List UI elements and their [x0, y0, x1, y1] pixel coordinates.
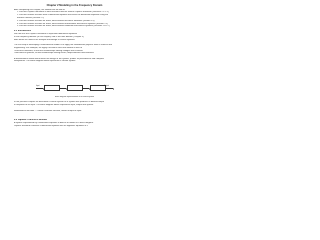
input-arrow	[36, 85, 43, 89]
body-bullet: • Electrical networks, to find the relationships among voltages and currents.	[14, 49, 84, 52]
body-line: subsystems. The block diagram below represents a control system.	[14, 60, 76, 63]
intro-line: transfer function (Section 2.3)	[17, 16, 45, 19]
body-line: A mathematical model would allow the design of the system, predict its performance and compare	[14, 57, 104, 60]
plant-block: Plant	[67, 85, 83, 91]
body-line: The first step in developing a mathematical model is to apply the fundamental physical laws of science and	[14, 44, 112, 46]
body-line: Mathematical function — called a transfer function, relates output to input.	[14, 110, 82, 112]
output-label: Output	[104, 85, 109, 87]
section-heading: 2.1 Introduction	[14, 30, 32, 32]
body-line: in response to an input. The block diagram above represents input, output and system.	[14, 103, 94, 106]
sensor-block: Sensor	[90, 85, 106, 91]
page-title: Chapter 2 Modeling in the Frequency Domain	[46, 3, 103, 7]
body-line: Both forms are used in the analysis and design of control systems.	[14, 39, 76, 41]
plant-arrow	[83, 88, 89, 89]
section-heading: 2.2 Laplace Transform Review	[14, 118, 47, 121]
controller-block: Controller	[44, 85, 60, 91]
body-line: engineering. For example, we apply Kirchhoff's laws and Newton's laws to	[14, 46, 82, 49]
controller-arrow	[60, 88, 66, 89]
body-line: We now use the Laplace transform to represent differential equations	[14, 33, 78, 36]
document-page	[0, 0, 149, 198]
body-bullet: • Mechanical systems, to find relationships among forces, displacements and velocities.	[14, 52, 95, 55]
input-label: Input	[36, 85, 40, 87]
body-line: In the previous chapter we described a control system as a system that produces a desired output	[14, 101, 104, 103]
intro-line: 3. Find the transfer function for linear, time-invariant electrical networks (Section 2.4)	[17, 19, 95, 22]
body-line: Laplace transform converts a differential equation into an algebraic equation in s.	[14, 124, 89, 127]
intro-line: 4. Find the transfer function for linear, time-invariant translational mechanical systems (Section 2.5)	[17, 22, 108, 25]
intro-line: After completing this chapter, the student will be able to:	[14, 8, 66, 11]
intro-line: 1. Find the Laplace transform of time functions and the inverse Laplace transform (Sections 2.1-2.2)	[17, 11, 109, 14]
intro-line: 2. Find the transfer function from a differential equation and solve the differential equation using the	[17, 14, 109, 17]
output-arrow	[104, 85, 113, 89]
body-line: in the frequency domain (in this chapter) and in the time domain (Chapter 3).	[14, 36, 85, 39]
figure-caption: Block diagram representation of a control system	[55, 96, 94, 98]
body-line: A system represented by a differential equation is difficult to model as a block diagram.	[14, 121, 94, 124]
intro-line: 5. Find the transfer function for linear, time-invariant rotational mechanical systems (Sections 2.6-2.7)	[17, 25, 110, 28]
block-diagram	[36, 82, 114, 94]
